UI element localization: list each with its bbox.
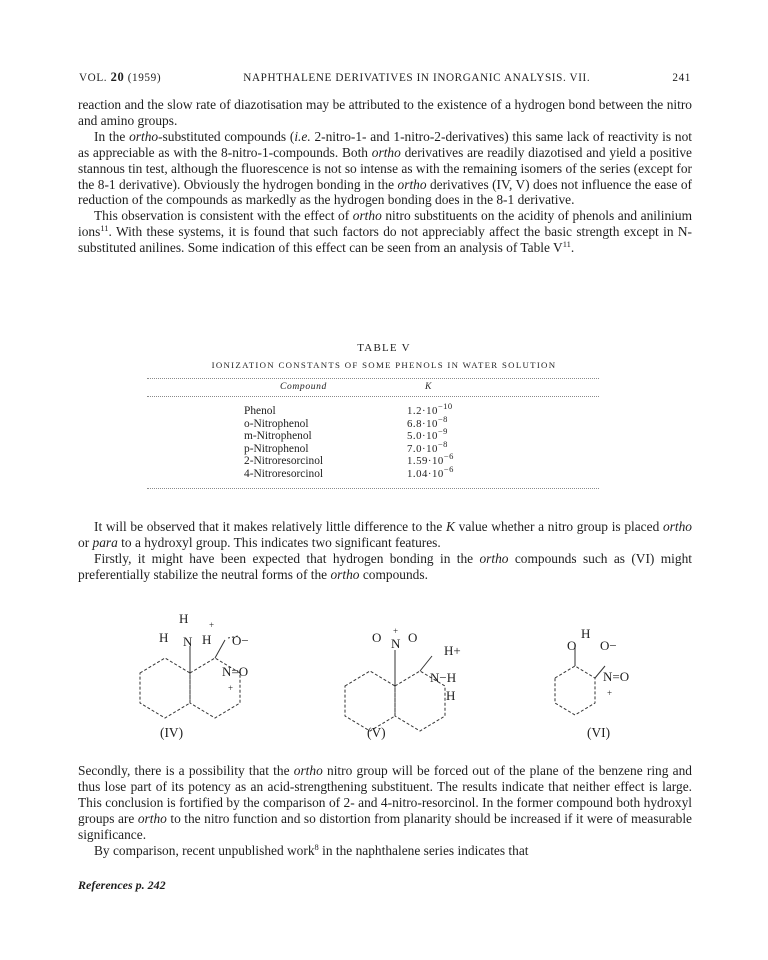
volume-label: VOL. <box>79 72 108 84</box>
table-row <box>0 463 768 480</box>
reference-superscript: 11 <box>100 223 109 234</box>
italic-term: para <box>92 534 118 550</box>
k-mantissa: 1.59·10 <box>407 455 444 467</box>
table-row <box>0 413 768 430</box>
italic-term: ortho <box>352 208 382 224</box>
k-exponent: −6 <box>443 463 454 474</box>
atom-label: H+ <box>444 643 461 658</box>
atom-label: N <box>183 634 193 649</box>
structure-iv-ring-left <box>140 658 190 718</box>
atom-label: N <box>391 636 401 651</box>
italic-term: ortho <box>330 566 360 582</box>
volume-number: 20 <box>110 70 125 84</box>
atom-label: N=O <box>222 664 249 679</box>
table-rule-mid <box>147 396 599 397</box>
text-run: 2-nitro-1- and 1-nitro-2-derivatives) this same lack of reactivity is not as appreciable as with the 8-nitro-1-compounds. Both <box>78 128 692 160</box>
compound-cell: 2-Nitroresorcinol <box>244 455 324 467</box>
structure-figures <box>0 608 768 758</box>
text-run: derivatives (IV, V) does not influence the ease of reduction of the compounds as markedly as the hydrogen bonding does in the 8-1 derivative. <box>78 176 692 208</box>
text-run: compounds such as (VI) might preferentially stabilize the neutral forms of the <box>78 550 692 582</box>
k-mantissa: 7.0·10 <box>407 442 438 455</box>
k-mantissa: 1.04·10 <box>407 467 444 480</box>
italic-term: ortho <box>137 810 167 826</box>
bond <box>215 640 225 658</box>
charge-label: + <box>393 626 399 636</box>
text-run: This observation is consistent with the effect of <box>94 208 353 224</box>
volume-info <box>79 70 161 85</box>
atom-label: N−H <box>430 670 457 685</box>
structure-vi-ring <box>555 666 595 715</box>
text-run: -substituted compounds ( <box>158 128 295 144</box>
text-run: Firstly, it might have been expected that hydrogen bonding in the <box>94 550 480 566</box>
structure-v-ring-left <box>345 671 395 731</box>
column-header-compound: Compound <box>280 381 327 392</box>
body-section-1 <box>78 97 692 256</box>
paragraph <box>78 551 692 583</box>
references-footer: References p. 242 <box>78 878 166 892</box>
k-exponent: −8 <box>437 413 448 424</box>
atom-label: H <box>446 688 456 703</box>
table-row <box>0 401 768 417</box>
text-run: value whether a nitro group is placed <box>454 519 663 534</box>
bond <box>420 656 432 671</box>
figure-label-v: (V) <box>367 725 386 740</box>
text-run: derivatives are readily diazotised and yield a positive stannous tin test, although the fluorescence is not so intense as with the remaining isomers of the series (except for the 8-1 derivative). Obviously the hydrogen bonding in the <box>78 144 692 192</box>
italic-term: K <box>445 519 455 534</box>
table-title: TABLE V <box>357 342 411 354</box>
compound-cell: m-Nitrophenol <box>244 430 312 442</box>
text-run: compounds. <box>359 566 428 582</box>
atom-label: H <box>179 611 189 626</box>
compound-cell: o-Nitrophenol <box>244 417 309 430</box>
atom-label: O <box>408 630 418 645</box>
k-cell <box>407 438 448 455</box>
paragraph <box>78 763 692 843</box>
atom-label: O <box>567 638 577 653</box>
italic-term: ortho <box>293 763 323 778</box>
paragraph <box>78 843 692 859</box>
column-header-k: K <box>425 381 432 392</box>
text-run: or <box>78 534 93 550</box>
compound-cell: p-Nitrophenol <box>244 442 309 455</box>
text-run: Secondly, there is a possibility that the <box>78 763 294 778</box>
italic-term: ortho <box>397 176 427 192</box>
figure-label-vi: (VI) <box>587 725 611 740</box>
text-run: It will be observed that it makes relatively little difference to the <box>94 519 446 534</box>
atom-label: H <box>202 632 212 647</box>
atom-label: H <box>581 626 591 641</box>
text-run: By comparison, recent unpublished work <box>94 842 315 858</box>
text-run: in the naphthalene series indicates that <box>318 842 529 858</box>
table-row <box>0 451 768 467</box>
text-run: nitro substituents on the acidity of phenols and anilinium ions <box>78 208 692 240</box>
figure-label-iv: (IV) <box>160 725 184 740</box>
running-title: NAPHTHALENE DERIVATIVES IN INORGANIC ANALYSIS. VII. <box>243 72 591 84</box>
page-number: 241 <box>672 72 691 84</box>
table-rule-bottom <box>147 488 599 489</box>
k-exponent: −6 <box>443 451 454 461</box>
charge-label: + <box>228 683 234 693</box>
k-exponent: −8 <box>437 438 448 449</box>
atom-label: H <box>159 630 169 645</box>
reference-superscript: 11 <box>562 239 571 250</box>
atom-label: O− <box>600 638 617 653</box>
k-exponent: −10 <box>437 401 453 411</box>
k-mantissa: 5.0·10 <box>407 430 438 442</box>
k-cell <box>407 463 454 480</box>
running-header <box>79 70 691 88</box>
italic-term: ortho <box>662 519 692 534</box>
paragraph <box>78 97 692 129</box>
text-run: nitro group will be forced out of the plane of the benzene ring and thus lose part of its potency as an acid-strengthening substituent. The results indicate that neither effect is large. This conclusion is fortified by the comparison of 2- and 4-nitro-resorcinol. In the former compound both hydroxyl groups are <box>78 763 692 826</box>
italic-term: ortho <box>371 144 401 160</box>
text-run: reaction and the slow rate of diazotisation may be attributed to the existence of a hydrogen bond between the nitro and amino groups. <box>78 97 692 128</box>
italic-term: i.e. <box>294 128 311 144</box>
paragraph <box>78 129 692 209</box>
italic-term: ortho <box>129 128 159 144</box>
text-run: to the nitro function and so distortion from planarity should be increased if it were of measurable significance. <box>78 810 692 842</box>
k-mantissa: 6.8·10 <box>407 417 438 430</box>
text-run: . <box>570 240 575 256</box>
table-row <box>0 438 768 455</box>
compound-cell: Phenol <box>244 405 276 417</box>
paragraph <box>78 208 692 256</box>
volume-year: (1959) <box>127 72 162 84</box>
italic-term: ortho <box>479 550 509 566</box>
reference-superscript: 8 <box>314 841 319 852</box>
body-section-3 <box>78 763 692 858</box>
k-mantissa: 1.2·10 <box>407 405 438 417</box>
body-section-2 <box>78 519 692 583</box>
atom-label: O− <box>232 633 249 648</box>
atom-label: O <box>372 630 382 645</box>
table-row <box>0 426 768 442</box>
table-rule-top <box>147 378 599 379</box>
text-run: In the <box>94 128 130 144</box>
charge-label: + <box>209 620 215 630</box>
k-exponent: −9 <box>437 426 448 436</box>
table-caption: IONIZATION CONSTANTS OF SOME PHENOLS IN WATER SOLUTION <box>211 360 557 370</box>
charge-label: + <box>607 688 613 698</box>
text-run: . With these systems, it is found that such factors do not appreciably affect the basic strength except in N-substituted anilines. Some indication of this effect can be seen from an analysis of Table V <box>78 224 692 256</box>
compound-cell: 4-Nitroresorcinol <box>244 467 324 480</box>
paragraph <box>78 519 692 551</box>
atom-label: N=O <box>603 669 630 684</box>
text-run: to a hydroxyl group. This indicates two significant features. <box>117 534 441 550</box>
